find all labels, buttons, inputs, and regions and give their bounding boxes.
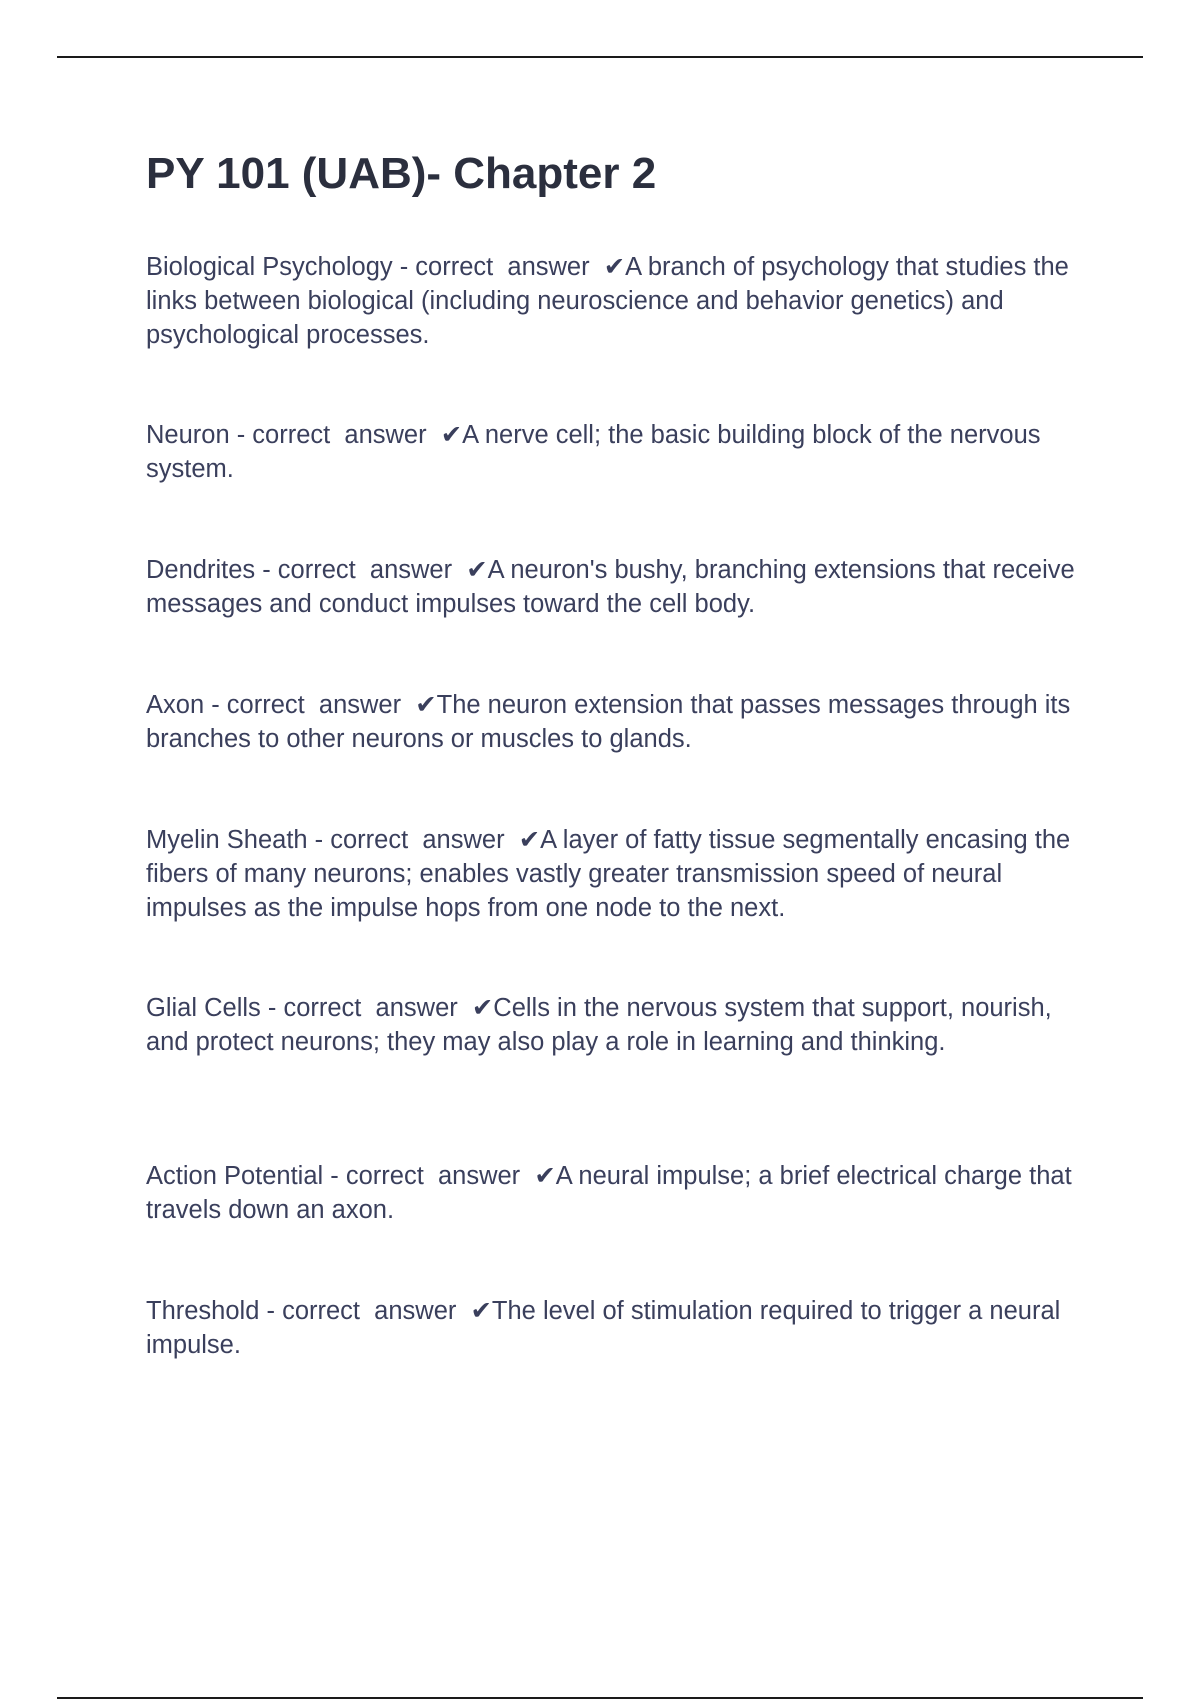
- entry-neuron: [146, 418, 1096, 486]
- entry-separator: - correct answer ✔: [255, 556, 488, 584]
- entry-axon: [146, 688, 1096, 756]
- entry-definition: A neuron's bushy, branching extensions that receive messages and conduct impulses toward the cell body.: [146, 556, 1075, 618]
- entry-separator: - correct answer ✔: [204, 691, 437, 719]
- entry-myelin-sheath: [146, 823, 1096, 925]
- entry-term: Glial Cells: [146, 994, 261, 1022]
- entry-term: Myelin Sheath: [146, 826, 308, 854]
- entry-term: Dendrites: [146, 556, 256, 584]
- entry-glial-cells: [146, 991, 1096, 1059]
- entry-dendrites: [146, 553, 1096, 621]
- entry-definition: The neuron extension that passes messages through its branches to other neurons or muscles to glands.: [146, 691, 1071, 753]
- entry-definition: A branch of psychology that studies the links between biological (including neuroscience and behavior genetics) and psychological processes.: [146, 253, 1069, 349]
- entry-term: Neuron: [146, 421, 230, 449]
- entry-separator: - correct answer ✔: [392, 253, 626, 281]
- footer-rule: [57, 1697, 1143, 1699]
- entry-separator: - correct answer ✔: [323, 1162, 556, 1190]
- entry-definition: A neural impulse; a brief electrical charge that travels down an axon.: [146, 1162, 1072, 1224]
- entry-biological-psychology: [146, 250, 1096, 352]
- entry-definition: A nerve cell; the basic building block of the nervous system.: [146, 421, 1041, 483]
- entry-separator: - correct answer ✔: [229, 421, 463, 449]
- entry-term: Action Potential: [146, 1162, 324, 1190]
- entry-definition: The level of stimulation required to trigger a neural impulse.: [146, 1297, 1061, 1359]
- entry-separator: - correct answer ✔: [307, 826, 541, 854]
- entry-definition: A layer of fatty tissue segmentally encasing the fibers of many neurons; enables vastly greater transmission speed of neural impulses as the impulse hops from one node to the next.: [146, 826, 1071, 922]
- entry-action-potential: [146, 1159, 1096, 1227]
- entry-separator: - correct answer ✔: [260, 994, 494, 1022]
- page-title: PY 101 (UAB)- Chapter 2: [146, 149, 657, 198]
- entry-threshold: [146, 1294, 1096, 1362]
- entry-definition: Cells in the nervous system that support, nourish, and protect neurons; they may also play a role in learning and thinking.: [146, 994, 1052, 1056]
- entry-term: Biological Psychology: [146, 253, 393, 281]
- entry-term: Axon: [146, 691, 205, 719]
- header-rule: [57, 56, 1143, 58]
- entry-separator: - correct answer ✔: [259, 1297, 492, 1325]
- entry-term: Threshold: [146, 1297, 260, 1325]
